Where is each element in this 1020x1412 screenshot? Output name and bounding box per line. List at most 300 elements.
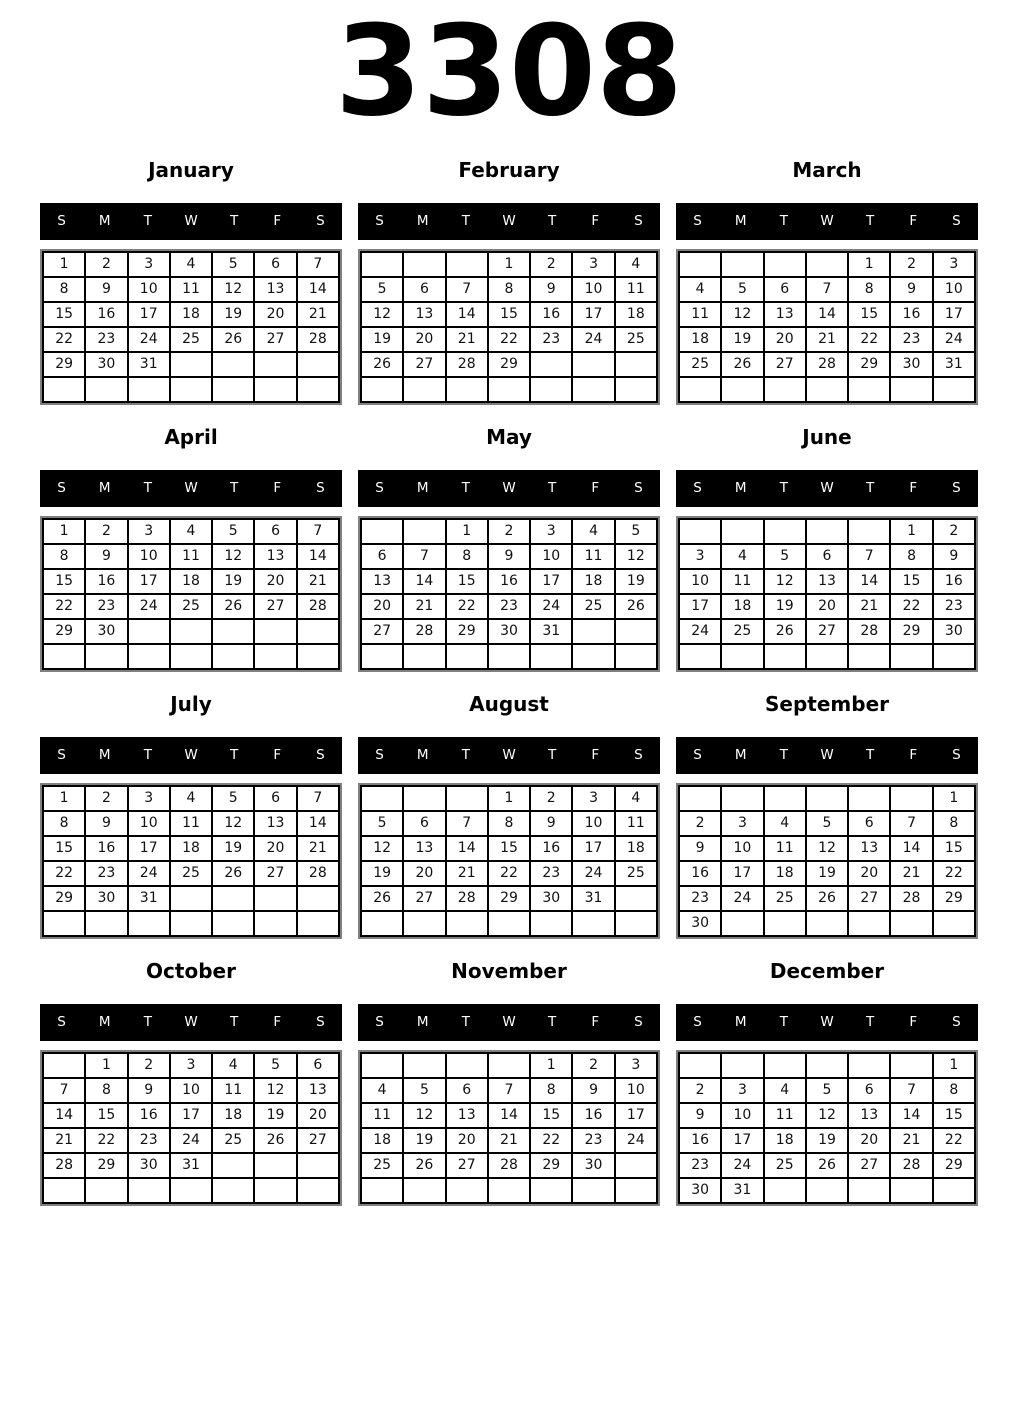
week-row: [361, 327, 657, 352]
weekday-label: S: [375, 747, 384, 764]
date-cell: 21: [488, 1128, 530, 1153]
month-grid: [678, 785, 976, 937]
date-cell: 14: [297, 811, 339, 836]
month-title: September: [765, 691, 889, 716]
empty-cell: [297, 377, 339, 402]
date-cell: 31: [721, 1178, 763, 1203]
weekday-label: M: [98, 1014, 111, 1031]
empty-cell: [848, 1178, 890, 1203]
empty-cell: [361, 252, 403, 277]
week-row: [43, 519, 339, 544]
empty-cell: [488, 911, 530, 936]
week-row: [361, 1153, 657, 1178]
empty-cell: [488, 644, 530, 669]
weekday-label: F: [273, 1014, 282, 1031]
week-row: [43, 1178, 339, 1203]
empty-cell: [254, 619, 296, 644]
date-cell: 10: [572, 277, 614, 302]
date-cell: 15: [85, 1103, 127, 1128]
week-row: [679, 1153, 975, 1178]
date-cell: 11: [721, 569, 763, 594]
empty-cell: [43, 644, 85, 669]
empty-cell: [446, 1053, 488, 1078]
date-cell: 17: [128, 569, 170, 594]
date-cell: 4: [170, 252, 212, 277]
weekday-label: W: [820, 1014, 834, 1031]
date-cell: 17: [572, 836, 614, 861]
date-cell: 30: [128, 1153, 170, 1178]
date-cell: 11: [615, 277, 657, 302]
weekday-label: F: [591, 1014, 600, 1031]
date-cell: 26: [212, 594, 254, 619]
empty-cell: [679, 644, 721, 669]
month-grid: [678, 1052, 976, 1204]
date-cell: 19: [254, 1103, 296, 1128]
date-cell: 3: [721, 811, 763, 836]
date-cell: 5: [361, 277, 403, 302]
empty-cell: [572, 911, 614, 936]
empty-cell: [446, 377, 488, 402]
empty-cell: [361, 519, 403, 544]
weekday-label: S: [316, 480, 325, 497]
date-cell: 22: [933, 1128, 975, 1153]
date-cell: 25: [212, 1128, 254, 1153]
empty-cell: [488, 377, 530, 402]
date-cell: 5: [806, 811, 848, 836]
date-cell: 23: [679, 1153, 721, 1178]
empty-cell: [679, 786, 721, 811]
week-row: [679, 1103, 975, 1128]
month-grid: [42, 251, 340, 403]
date-cell: 26: [212, 327, 254, 352]
date-cell: 27: [254, 861, 296, 886]
week-row: [43, 352, 339, 377]
date-cell: 28: [446, 886, 488, 911]
empty-cell: [615, 377, 657, 402]
weekday-label: M: [734, 1014, 747, 1031]
date-cell: 6: [254, 519, 296, 544]
date-cell: 11: [170, 544, 212, 569]
date-cell: 5: [212, 519, 254, 544]
weekday-label: W: [820, 213, 834, 230]
weekday-label: M: [416, 1014, 429, 1031]
empty-cell: [85, 911, 127, 936]
weekday-header-row: [358, 1004, 660, 1041]
date-cell: 16: [128, 1103, 170, 1128]
date-cell: 22: [43, 594, 85, 619]
date-cell: 8: [933, 811, 975, 836]
date-cell: 30: [85, 352, 127, 377]
date-cell: 2: [488, 519, 530, 544]
date-cell: 8: [848, 277, 890, 302]
empty-cell: [254, 352, 296, 377]
date-cell: 21: [297, 302, 339, 327]
week-row: [43, 1128, 339, 1153]
week-row: [43, 544, 339, 569]
empty-cell: [806, 911, 848, 936]
empty-cell: [764, 786, 806, 811]
date-cell: 1: [43, 519, 85, 544]
date-cell: 18: [615, 302, 657, 327]
date-cell: 1: [43, 252, 85, 277]
empty-cell: [128, 377, 170, 402]
weekday-label: M: [734, 480, 747, 497]
empty-cell: [721, 519, 763, 544]
date-cell: 25: [615, 861, 657, 886]
date-cell: 21: [806, 327, 848, 352]
date-cell: 23: [85, 861, 127, 886]
date-cell: 22: [488, 327, 530, 352]
date-cell: 8: [530, 1078, 572, 1103]
date-cell: 14: [297, 277, 339, 302]
date-cell: 2: [933, 519, 975, 544]
date-cell: 28: [297, 594, 339, 619]
empty-cell: [615, 352, 657, 377]
date-cell: 20: [848, 1128, 890, 1153]
date-cell: 17: [721, 1128, 763, 1153]
date-cell: 9: [933, 544, 975, 569]
date-cell: 16: [530, 302, 572, 327]
weekday-header-row: [40, 737, 342, 774]
month-grid: [42, 785, 340, 937]
date-cell: 24: [128, 594, 170, 619]
week-row: [361, 277, 657, 302]
week-row: [361, 644, 657, 669]
date-cell: 27: [297, 1128, 339, 1153]
date-cell: 25: [764, 1153, 806, 1178]
empty-cell: [764, 377, 806, 402]
week-row: [361, 836, 657, 861]
weekday-label: T: [230, 480, 239, 497]
date-cell: 10: [721, 1103, 763, 1128]
empty-cell: [361, 1178, 403, 1203]
weekday-header-row: [40, 203, 342, 240]
week-row: [361, 1078, 657, 1103]
weekday-label: F: [273, 480, 282, 497]
empty-cell: [530, 644, 572, 669]
date-cell: 14: [446, 302, 488, 327]
year-title: 3308: [335, 0, 683, 144]
date-cell: 23: [85, 327, 127, 352]
date-cell: 15: [43, 302, 85, 327]
empty-cell: [890, 644, 932, 669]
weekday-label: S: [634, 480, 643, 497]
empty-cell: [361, 786, 403, 811]
date-cell: 29: [85, 1153, 127, 1178]
date-cell: 19: [361, 861, 403, 886]
week-row: [679, 811, 975, 836]
empty-cell: [403, 1053, 445, 1078]
weekday-label: W: [502, 1014, 516, 1031]
date-cell: 5: [806, 1078, 848, 1103]
weekday-label: S: [952, 213, 961, 230]
weekday-label: W: [502, 480, 516, 497]
month-section: [358, 958, 660, 1206]
empty-cell: [848, 644, 890, 669]
week-row: [43, 619, 339, 644]
weekday-label: M: [416, 747, 429, 764]
week-row: [43, 377, 339, 402]
weekday-label: S: [952, 480, 961, 497]
date-cell: 11: [170, 811, 212, 836]
empty-cell: [361, 1053, 403, 1078]
date-cell: 6: [764, 277, 806, 302]
date-cell: 23: [488, 594, 530, 619]
week-row: [679, 252, 975, 277]
date-cell: 20: [297, 1103, 339, 1128]
week-row: [679, 886, 975, 911]
date-cell: 6: [806, 544, 848, 569]
empty-cell: [572, 644, 614, 669]
date-cell: 26: [764, 619, 806, 644]
weekday-label: T: [866, 480, 875, 497]
week-row: [43, 861, 339, 886]
date-cell: 21: [848, 594, 890, 619]
date-cell: 25: [361, 1153, 403, 1178]
empty-cell: [615, 619, 657, 644]
week-row: [361, 811, 657, 836]
date-cell: 24: [933, 327, 975, 352]
empty-cell: [933, 377, 975, 402]
week-row: [679, 1078, 975, 1103]
empty-cell: [128, 911, 170, 936]
week-row: [361, 302, 657, 327]
date-cell: 3: [679, 544, 721, 569]
weekday-label: T: [866, 747, 875, 764]
empty-cell: [403, 252, 445, 277]
weekday-label: S: [57, 747, 66, 764]
date-cell: 27: [254, 594, 296, 619]
date-cell: 27: [446, 1153, 488, 1178]
empty-cell: [170, 377, 212, 402]
date-cell: 4: [721, 544, 763, 569]
date-cell: 28: [890, 886, 932, 911]
weekday-label: S: [693, 1014, 702, 1031]
month-section: [40, 691, 342, 939]
weekday-label: T: [866, 213, 875, 230]
weekday-label: T: [230, 1014, 239, 1031]
date-cell: 12: [615, 544, 657, 569]
month-grid-outline: [676, 249, 978, 405]
month-grid-outline: [676, 1050, 978, 1206]
date-cell: 14: [806, 302, 848, 327]
date-cell: 16: [488, 569, 530, 594]
weekday-label: F: [273, 213, 282, 230]
weekday-label: S: [634, 1014, 643, 1031]
empty-cell: [43, 1053, 85, 1078]
date-cell: 13: [806, 569, 848, 594]
month-section: [676, 424, 978, 672]
week-row: [361, 886, 657, 911]
week-row: [43, 1078, 339, 1103]
date-cell: 3: [721, 1078, 763, 1103]
date-cell: 29: [890, 619, 932, 644]
month-grid-outline: [40, 783, 342, 939]
empty-cell: [212, 1153, 254, 1178]
weekday-label: S: [316, 747, 325, 764]
date-cell: 30: [85, 886, 127, 911]
date-cell: 25: [170, 594, 212, 619]
week-row: [361, 1053, 657, 1078]
empty-cell: [848, 519, 890, 544]
date-cell: 14: [890, 1103, 932, 1128]
empty-cell: [933, 1178, 975, 1203]
date-cell: 25: [170, 861, 212, 886]
month-grid-outline: [358, 1050, 660, 1206]
date-cell: 30: [890, 352, 932, 377]
date-cell: 12: [806, 1103, 848, 1128]
date-cell: 15: [933, 1103, 975, 1128]
empty-cell: [254, 1153, 296, 1178]
date-cell: 7: [297, 252, 339, 277]
empty-cell: [446, 252, 488, 277]
empty-cell: [764, 1053, 806, 1078]
date-cell: 17: [933, 302, 975, 327]
empty-cell: [43, 377, 85, 402]
date-cell: 10: [721, 836, 763, 861]
empty-cell: [615, 1153, 657, 1178]
week-row: [361, 1178, 657, 1203]
month-section: [676, 958, 978, 1206]
date-cell: 3: [128, 786, 170, 811]
date-cell: 20: [403, 861, 445, 886]
weekday-label: T: [230, 213, 239, 230]
empty-cell: [806, 786, 848, 811]
date-cell: 25: [572, 594, 614, 619]
month-title: January: [148, 157, 234, 182]
empty-cell: [890, 1178, 932, 1203]
date-cell: 8: [933, 1078, 975, 1103]
empty-cell: [170, 911, 212, 936]
month-grid-outline: [358, 516, 660, 672]
weekday-label: F: [909, 747, 918, 764]
date-cell: 13: [403, 836, 445, 861]
date-cell: 28: [446, 352, 488, 377]
week-row: [679, 861, 975, 886]
empty-cell: [212, 619, 254, 644]
date-cell: 16: [85, 302, 127, 327]
date-cell: 1: [446, 519, 488, 544]
date-cell: 18: [170, 836, 212, 861]
empty-cell: [933, 644, 975, 669]
week-row: [43, 836, 339, 861]
date-cell: 3: [615, 1053, 657, 1078]
empty-cell: [85, 644, 127, 669]
week-row: [679, 302, 975, 327]
date-cell: 6: [254, 252, 296, 277]
empty-cell: [721, 1053, 763, 1078]
date-cell: 27: [403, 886, 445, 911]
date-cell: 17: [615, 1103, 657, 1128]
month-section: [358, 157, 660, 405]
date-cell: 31: [128, 886, 170, 911]
date-cell: 17: [721, 861, 763, 886]
date-cell: 28: [403, 619, 445, 644]
date-cell: 12: [212, 277, 254, 302]
date-cell: 8: [488, 277, 530, 302]
date-cell: 1: [933, 786, 975, 811]
empty-cell: [679, 519, 721, 544]
date-cell: 5: [721, 277, 763, 302]
date-cell: 21: [43, 1128, 85, 1153]
date-cell: 29: [530, 1153, 572, 1178]
weekday-label: T: [866, 1014, 875, 1031]
date-cell: 24: [530, 594, 572, 619]
date-cell: 18: [212, 1103, 254, 1128]
date-cell: 16: [679, 861, 721, 886]
date-cell: 10: [128, 277, 170, 302]
date-cell: 1: [848, 252, 890, 277]
date-cell: 20: [254, 569, 296, 594]
empty-cell: [530, 352, 572, 377]
weekday-header-row: [358, 737, 660, 774]
empty-cell: [764, 252, 806, 277]
weekday-header-row: [358, 203, 660, 240]
weekday-label: S: [316, 1014, 325, 1031]
date-cell: 24: [572, 327, 614, 352]
date-cell: 22: [890, 594, 932, 619]
date-cell: 18: [361, 1128, 403, 1153]
date-cell: 15: [488, 836, 530, 861]
week-row: [43, 911, 339, 936]
date-cell: 12: [764, 569, 806, 594]
empty-cell: [85, 377, 127, 402]
week-row: [361, 252, 657, 277]
weekday-label: F: [591, 747, 600, 764]
date-cell: 9: [530, 811, 572, 836]
date-cell: 2: [679, 1078, 721, 1103]
weekday-header-row: [676, 1004, 978, 1041]
empty-cell: [572, 352, 614, 377]
empty-cell: [530, 911, 572, 936]
date-cell: 8: [43, 277, 85, 302]
empty-cell: [890, 377, 932, 402]
date-cell: 8: [488, 811, 530, 836]
weekday-header-row: [358, 470, 660, 507]
week-row: [679, 594, 975, 619]
empty-cell: [170, 886, 212, 911]
month-section: [40, 958, 342, 1206]
empty-cell: [254, 886, 296, 911]
date-cell: 24: [128, 327, 170, 352]
empty-cell: [890, 911, 932, 936]
date-cell: 7: [446, 277, 488, 302]
date-cell: 12: [361, 302, 403, 327]
date-cell: 3: [933, 252, 975, 277]
date-cell: 5: [212, 252, 254, 277]
month-section: [358, 691, 660, 939]
date-cell: 6: [403, 811, 445, 836]
month-grid-outline: [40, 1050, 342, 1206]
date-cell: 18: [764, 861, 806, 886]
date-cell: 7: [403, 544, 445, 569]
month-grid-outline: [40, 249, 342, 405]
week-row: [361, 786, 657, 811]
month-title: March: [792, 157, 862, 182]
date-cell: 30: [572, 1153, 614, 1178]
week-row: [43, 786, 339, 811]
month-grid-outline: [676, 783, 978, 939]
week-row: [43, 886, 339, 911]
weekday-label: T: [143, 480, 152, 497]
date-cell: 10: [170, 1078, 212, 1103]
empty-cell: [806, 377, 848, 402]
empty-cell: [933, 911, 975, 936]
weekday-label: S: [634, 747, 643, 764]
date-cell: 11: [361, 1103, 403, 1128]
date-cell: 1: [530, 1053, 572, 1078]
date-cell: 24: [721, 1153, 763, 1178]
